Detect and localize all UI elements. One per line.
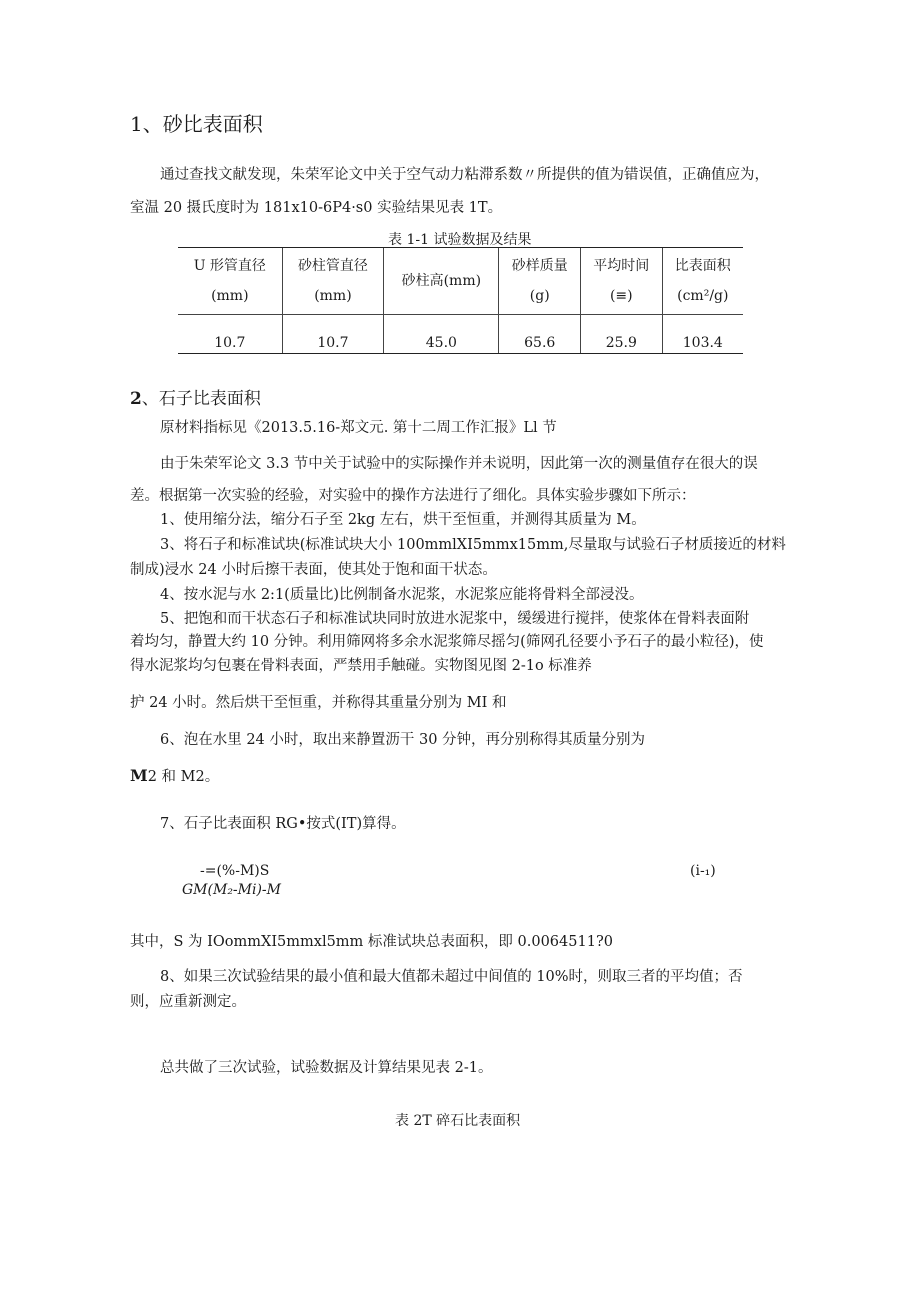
section2-line: 5、把饱和而干状态石子和标准试块同时放进水泥浆中，缓缓进行搅拌，使浆体在骨料表面附 — [160, 611, 750, 627]
table1-cell: 10.7 — [178, 315, 282, 354]
table1-header-cell: 比表面积 (cm²/g) — [662, 248, 743, 315]
table1-cell: 103.4 — [662, 315, 743, 354]
formula-numerator: -=(%-M)S — [200, 863, 270, 879]
step8-line1: 8、如果三次试验结果的最小值和最大值都未超过中间值的 10%时，则取三者的平均值；否 — [160, 969, 743, 985]
table1-cell: 45.0 — [384, 315, 499, 354]
section1-paragraph-line2: 室温 20 摄氏度时为 181x10-6P4·s0 实验结果见表 1T。 — [130, 200, 503, 216]
table1-header-row — [178, 248, 743, 315]
m2-line: M2 和 M2。 — [130, 766, 220, 785]
table1-cell: 65.6 — [499, 315, 581, 354]
section2-line: 由于朱荣军论文 3.3 节中关于试验中的实际操作并未说明，因此第一次的测量值存在很大的误 — [160, 456, 758, 472]
table1-header-cell: 砂柱高(mm) — [384, 248, 499, 315]
table1 — [178, 247, 743, 354]
formula-number: (i-₁) — [690, 863, 716, 879]
section1-paragraph-line1: 通过查找文献发现，朱荣军论文中关于空气动力粘滞系数〃所提供的值为错误值，正确值应为， — [160, 167, 769, 183]
where-line: 其中，S 为 IOommXI5mmxl5mm 标准试块总表面积，即 0.0064511?0 — [130, 934, 613, 950]
step8-line2: 则，应重新测定。 — [130, 994, 246, 1010]
section2-heading: 2、石子比表面积 — [130, 389, 261, 409]
table1-header-cell: 平均时间 (≡) — [581, 248, 663, 315]
table1-header-cell: 砂样质量 (g) — [499, 248, 581, 315]
table1-cell: 10.7 — [282, 315, 384, 354]
section2-line: 得水泥浆均匀包裹在骨料表面，严禁用手触碰。实物图见图 2-1o 标准养 — [130, 658, 592, 674]
summary-line: 总共做了三次试验，试验数据及计算结果见表 2-1。 — [160, 1060, 493, 1076]
section2-line: 差。根据第一次实验的经验，对实验中的操作方法进行了细化。具体实验步骤如下所示： — [130, 488, 696, 504]
section1-heading: 1、砂比表面积 — [130, 112, 263, 136]
section2-line: 6、泡在水里 24 小时，取出来静置沥干 30 分钟，再分别称得其质量分别为 — [160, 732, 646, 748]
section2-line: 着均匀，静置大约 10 分钟。利用筛网将多余水泥浆筛尽摇匀(筛网孔径要小予石子的最小粒径)，使 — [130, 634, 764, 650]
formula-denominator: GM(M₂-Mi)-M — [182, 882, 281, 898]
table2-caption: 表 2T 碎石比表面积 — [395, 1113, 521, 1129]
step7-line: 7、石子比表面积 RG•按式(IT)算得。 — [160, 816, 406, 832]
table1-cell: 25.9 — [581, 315, 663, 354]
table1-caption: 表 1-1 试验数据及结果 — [388, 232, 532, 248]
section2-line: 4、按水泥与水 2:1(质量比)比例制备水泥浆，水泥浆应能将骨料全部浸没。 — [160, 587, 644, 603]
table1-data-row — [178, 315, 743, 354]
section2-line: 3、将石子和标准试块(标准试块大小 100mmlXI5mmx15mm,尽量取与试验石子材质接近的材料 — [160, 537, 786, 553]
section2-line: 护 24 小时。然后烘干至恒重，并称得其重量分别为 MI 和 — [130, 695, 507, 711]
section2-line: 制成)浸水 24 小时后擦干表面，使其处于饱和面干状态。 — [130, 562, 497, 578]
section2-line: 原材料指标见《2013.5.16-郑文元. 第十二周工作汇报》Ll 节 — [160, 420, 557, 436]
section2-line: 1、使用缩分法，缩分石子至 2kg 左右，烘干至恒重，并测得其质量为 M。 — [160, 512, 646, 528]
table1-header-cell: 砂柱管直径 (mm) — [282, 248, 384, 315]
table1-header-cell: U 形管直径 (mm) — [178, 248, 282, 315]
